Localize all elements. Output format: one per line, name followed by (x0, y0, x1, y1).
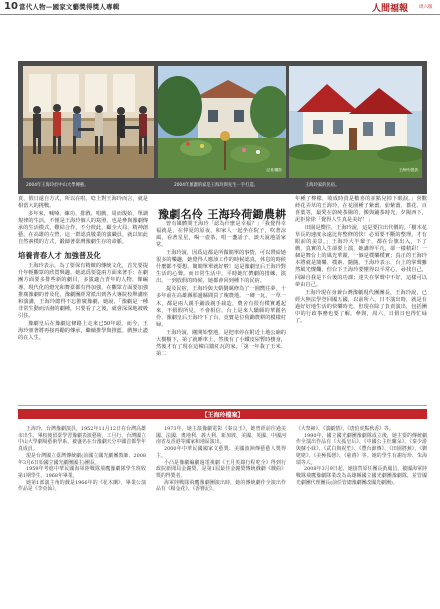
paragraph: 責，假日還自方式，所以在唱，唸上對王海玲而言，就是相當大的挑戰。 (18, 196, 148, 210)
paragraph: 曾有媒體問王海玲「認為什麼是幸福？」「我覺得幸福就是，在仲夏的原夜，和家人一起坐在院子，吹著涼風，看著星星，喝一壺茶，唱一盞話子，談天說地話家常。 (156, 221, 286, 249)
left-column (18, 196, 148, 343)
profile-header-bar (18, 409, 427, 419)
profile-title: 【王海玲檔案】 (201, 412, 244, 419)
red-roof-house-photo (289, 66, 422, 178)
paragraph: 《大祭禘》、《演劇情》、《唐伯虎點秋香》等。 (296, 426, 394, 432)
dance-class-photo (23, 66, 154, 178)
photo-caption: 2004年王海玲於中山大學傳藝。 (26, 183, 89, 188)
article-title: 豫劇名伶 王海玲荷鋤農耕 (158, 208, 287, 221)
paragraph: 1959年考進中華民國海軍陸戰隊飛鷹豫劇隊學生班收第1期學生，1968年畢業。 (18, 466, 146, 479)
edition-label: 周六版 (419, 5, 433, 10)
paragraph: 2000年中華民國國家文藝獎、美國波洲傳藝藝人獎得主。 (156, 446, 286, 459)
paragraph: 王海玲，台灣豫劇演員，1952年11月12日在台灣高雄市出生，畢校後留臺學習豫劇表演藝術，工旦行，台灣國立中山大學劇場藝術學系，被盛名在台豫劇天分中國首都學年真成員。 (18, 426, 146, 453)
paragraph: 現是台灣國立臺灣傳統劇(前國立國光劇團教師，2008年3月6日始國立國光劇團國主)團長。 (18, 452, 146, 466)
section-title: 當代人物—國家文藝獎得獎人專輯 (19, 3, 120, 11)
profile-column (296, 426, 427, 486)
photo-caption: 王海玲家的民宿。 (305, 183, 340, 188)
paragraph: 王海玲表示，為了要保有精緻的傳統文化，首先要提升年輕觀眾的欣賞興趣。她認爲要從兩方面來著手：在劇團方面要多排些新的劇目，多演適合青年的人物，像編導、現代化的燈光和舞臺都有得加強，在觀眾方面要加強推廣豫劇的普及化，豫劇團經常派出到各大專院校舉講座和演講，王海玲總得不忘推廣豫劇，她說，「豫劇是一種非常生動而活潑的劇種，只要看了之後，就會深深地被吸引住。 (18, 263, 148, 319)
page-number: 10 (4, 1, 18, 12)
paragraph: 王海玲說，剛開始整地，是把車停在附近土地公廟的大樹樹下，第了就睡車上，然後有了小鐵皮屋暫時棲身，然後才有了現在這棟白牆紅瓦的家。「第一年栽了玉米、第二 (156, 329, 286, 357)
paragraph: 王海玲現在身兼台灣豫劇現代團團長，王海玲說，已經大無法學登回國五國，以前所六，日不演出時，就是有過好好地生活的快樂時光，但現在除了負責演出，包括團中的行政事務也要了解，參與，周六，日假日也得忙碌了。 (295, 289, 427, 324)
photo-caption: 2004年薰濃的家是王海玲與先生一手打造。 (174, 183, 258, 188)
paragraph: 多年來，喊嗓、練功、排戲、唱戲，周而復始，單調規律的生活，不僅是王海玲個人的寫照，也是參與豫劇傳承的生活模式。難結合作，不分彼此，顧全大局，精神創藝。在高雄的左營，這一群認真敬業的演職員，就以如此自然素樸的方式，鍛鑄著臺灣豫劇生存的命脈。 (18, 211, 148, 246)
garden-house-photo (158, 66, 286, 178)
profile-box (18, 405, 427, 606)
photo-credit: 王海玲/提供 (398, 168, 418, 172)
paragraph: 王海玲說，因爲這都是所做簡單的事情，可以帶給她很多的樂趣，她覺得人應該工作的時候認真，休息的時候什麼都不要想，簡簡單單就好啦！這是豫劇皇后王海玲對生活的心聲。而日常生活中，平時她忙擠劇的排練、演出，一到放假的時候，她都會回到種下的民宿。 (156, 250, 286, 285)
paragraph: 1973年，她主演豫劇電影《秦良玉》。她曾經前往過美國、法國、奧地利、義大利、新加坡、美國、英國、中國河南省及香港等國家和地區演出。 (156, 426, 286, 446)
paragraph: 年種了檸檬，收成時貴是數喜的並點兒掉下眼淚。」喜歡蒔花弄草的王海玲，在花園種了紫薑、紛紫薑、薔花、百喜葉等，最愛在蔚純茶陽的，搬與鋪茶時光，夕陽西下，泥拒徐徐「覺得人生真是美好！」 (295, 196, 427, 224)
paragraph: 田園是嚮往，王海玲說，這是要拉出代價的。「樹木花草長的速度永遠比你整修的快！必須要不斷的整理，才有眼前的美景。」王海玲大半輩子，都在台旗出入，下了戲，真實的人生卻要上演，她講得平凡，卻一樣精彩！一個是舞台上的風光華麗，一個是樸樂樸實；真正的王海玲本將就是簡樂、樸素、隨隨。王海玲表示，台上的掌聲雖然風光燦爛，但台下王海玲要懂得以平常心，尋找自己，回歸自我是下台後的功課；達失在掌聲中不好，這樣可以夢由自己。 (295, 225, 427, 288)
right-column (295, 196, 427, 326)
paragraph: 海軍陸戰隊飛鷹豫劇團演出時，她的傳統劇作全演出作品有《楊金花》、《香簪記》、 (156, 479, 286, 493)
paragraph: 提及民宿，王海玲與夫婿劉厲修為了一圓嚮往夢，十多年前在高雄縣那邊縣間買了塊農地。一磚一瓦、一草一木，都是兩人親手鋪設親手栽造，農舍有很有樸實遞起來，不假假所見，不會相信，台上是來人驕願的華麗名伶，豫劇皇后王海玲下了台，竟寶是位荷鋤農耕的模樣村婦。 (156, 286, 286, 328)
paragraph: 豫劇皇后在豫劇這條路上走來已50年頭，而今，王海玲頒著將再接再勵的傳承，繼續推學與推藍，戲無止盡的在人生。 (18, 320, 148, 341)
profile-column (18, 426, 146, 493)
photo-strip (18, 61, 427, 194)
paragraph: 她第1部演主角的戲是1966年的《花木蘭》，畢業公演作品是《李亞仙》。 (18, 479, 146, 493)
paragraph: 1990年，國立國光劇團豫劇隊成立後，她主要的傳統劇作全演出作品有《大孤皇后》、《中國公主杜蘭朵》、《秦少游與蘇小妹》、《武白與祝笙》、《豐台節傳》、《田園將蕪》、《劉姥姥》、《美極狐戀》、《慈禧》等。她的學生有謝衍珍、朱海瑞等人。 (296, 432, 427, 466)
middle-column (156, 221, 286, 359)
profile-column (156, 426, 286, 493)
photo-credit: 記者/攝影 (266, 168, 282, 172)
newspaper-logo: 人間福報 (372, 4, 409, 14)
paragraph: 小凸是豫劇編劇過電視劇《王月英錄行程吃全》得到行政院新聞局金鐘獎，是第1屆最佳金鐘獎傳統戲劇《戲曲》獎的得獎者。 (156, 459, 286, 479)
paragraph: 2008年3月9日起，她接替原任團長黃鳳昌，被國海軍陸戰隊飛鷹豫劇隊業改為高雄縣國立國光劇團豫劇隊，並管國光劇團代理團長(前任管總豫劇團改國光劇團)。 (296, 466, 427, 486)
section-subhead: 培養青春人才 加強普及化 (18, 251, 101, 261)
